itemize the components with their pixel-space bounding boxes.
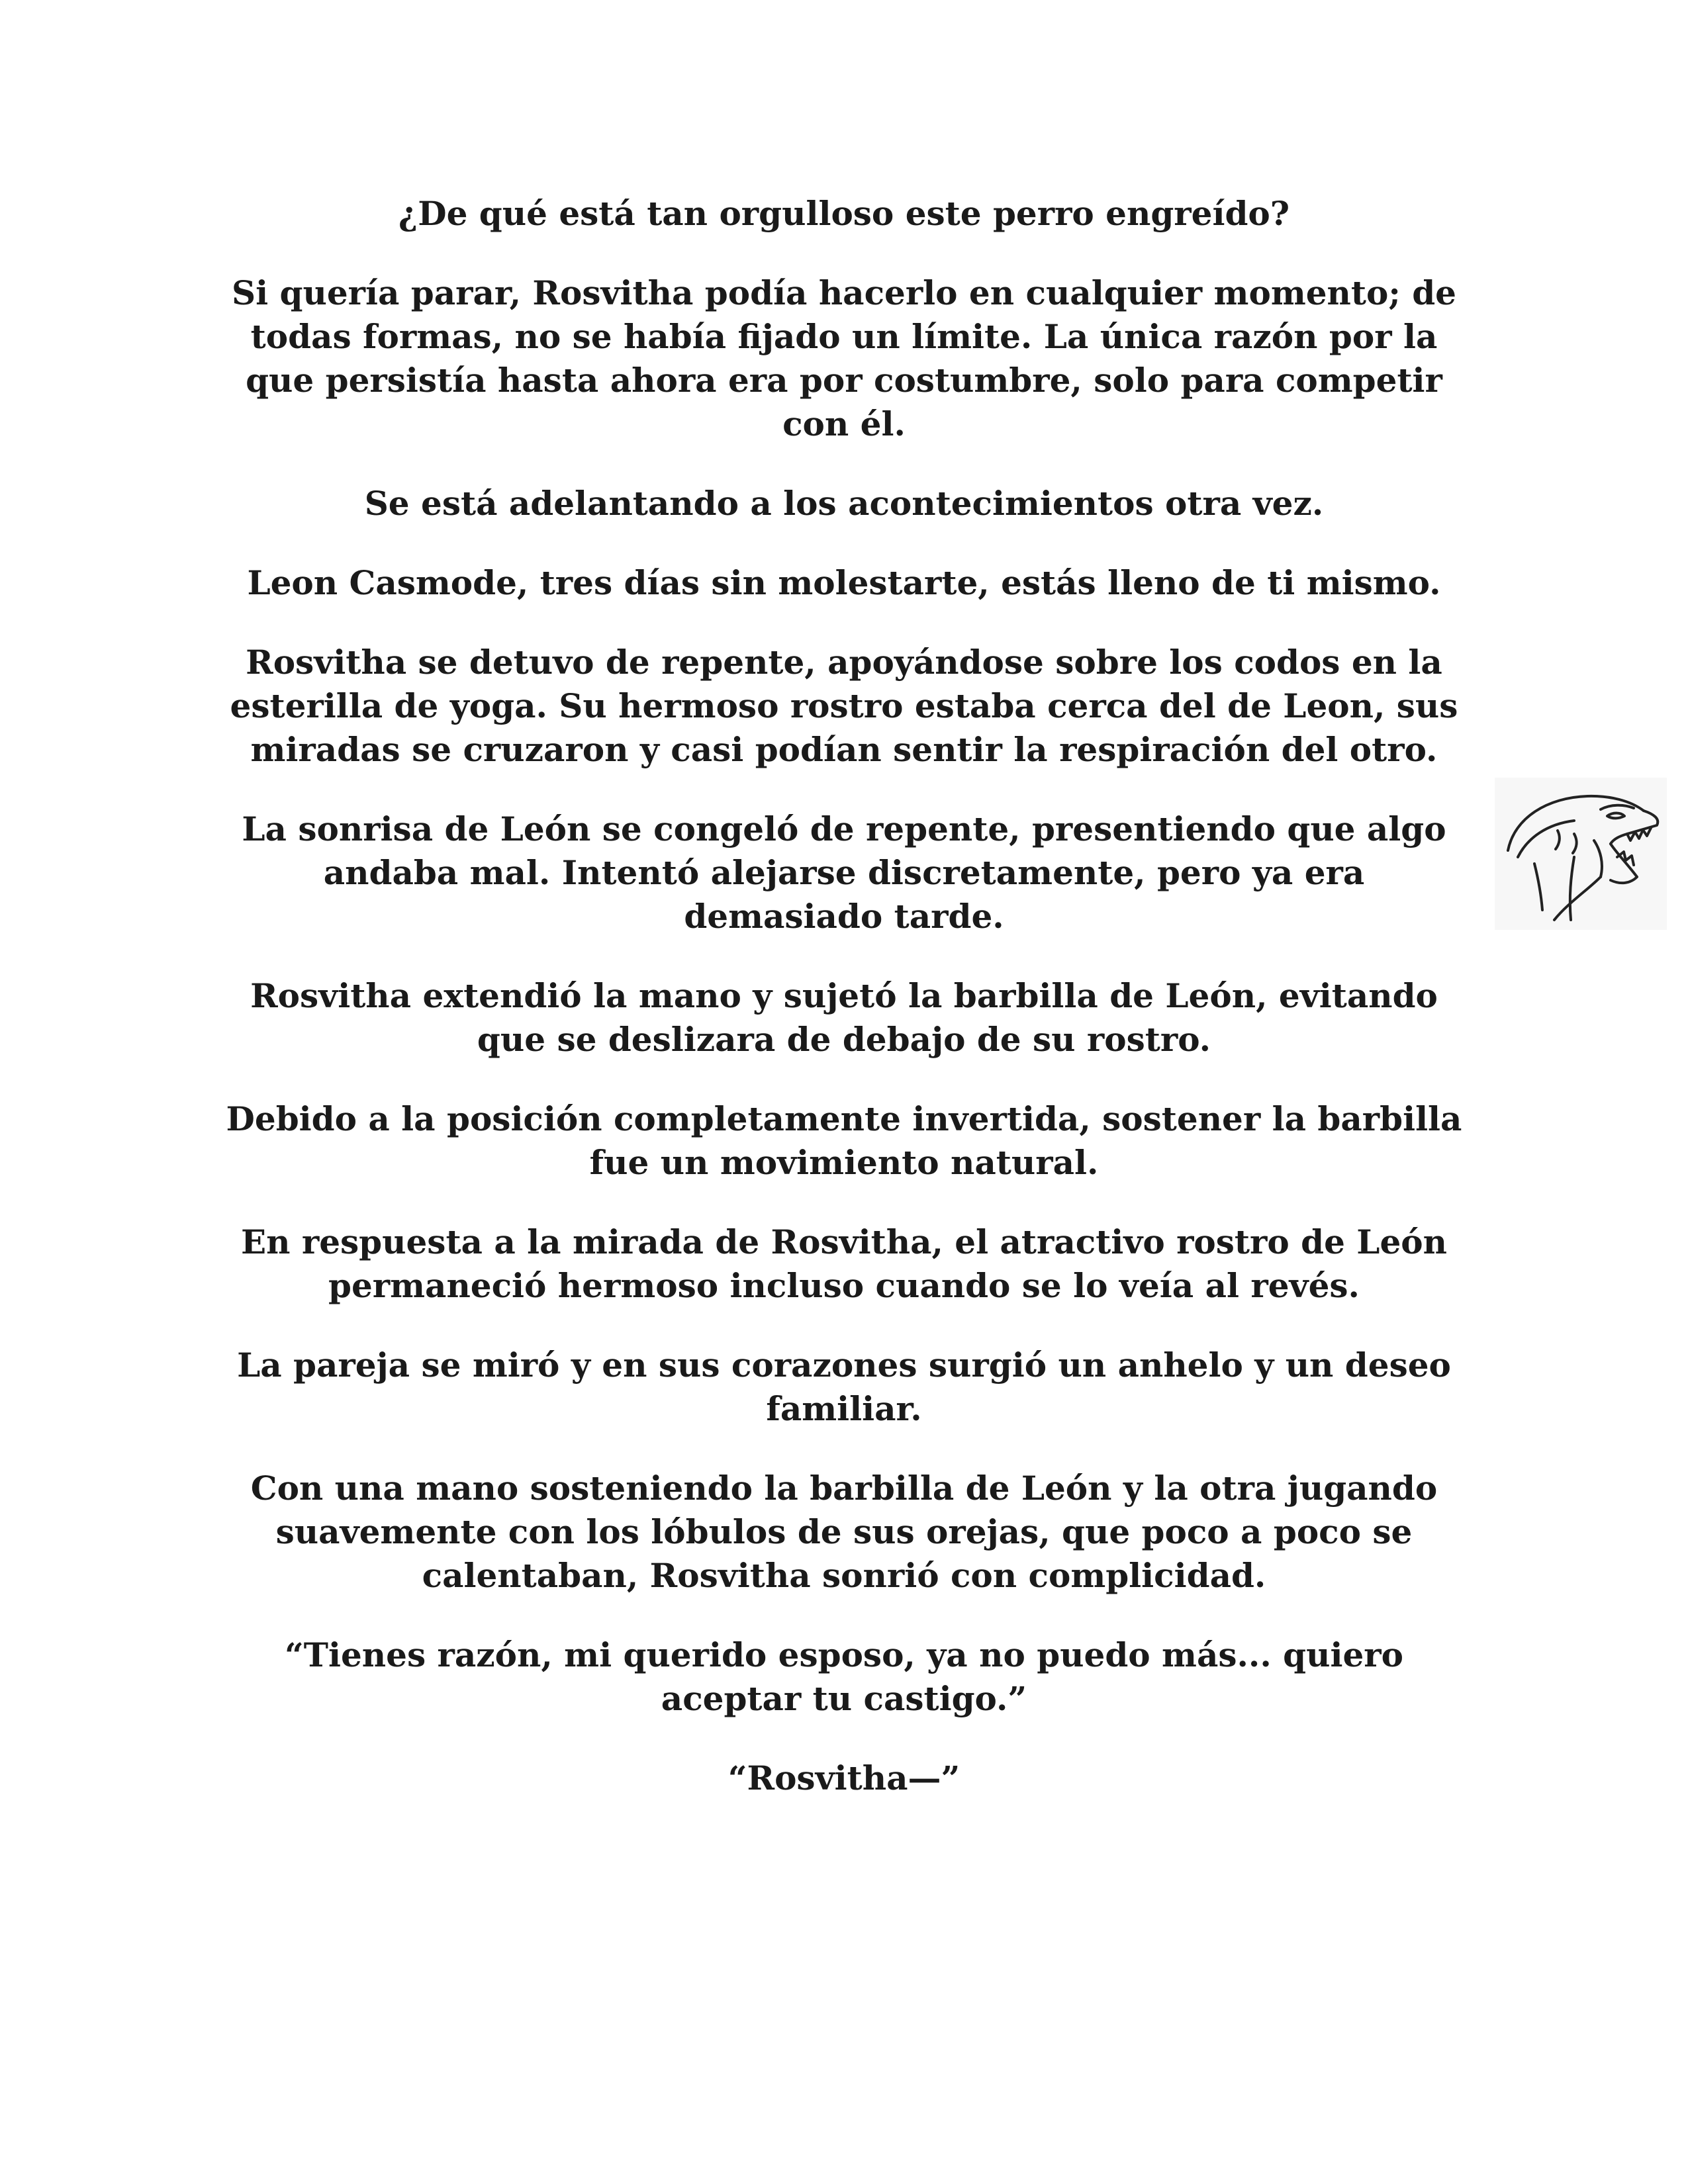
paragraph-13: “Rosvitha—”: [727, 1758, 961, 1797]
dragon-head-icon: [1495, 778, 1667, 930]
body-text: [225, 192, 1463, 1836]
paragraph-2: Si quería parar, Rosvitha podía hacerlo en cualquier momento; de todas formas, no se había fijado un límite. La única razón por la que persistía hasta ahora era por costumbre, solo para competir con él.: [232, 273, 1456, 443]
paragraph-1: ¿De qué está tan orgulloso este perro engreído?: [398, 194, 1290, 233]
paragraph-5: Rosvitha se detuvo de repente, apoyándose sobre los codos en la esterilla de yoga. Su hermoso rostro estaba cerca del de Leon, sus miradas se cruzaron y casi podían sentir la respiración del otro.: [230, 643, 1458, 769]
paragraph-4: Leon Casmode, tres días sin molestarte, estás lleno de ti mismo.: [247, 563, 1441, 602]
paragraph-6: La sonrisa de León se congeló de repente, presentiendo que algo andaba mal. Intentó alejarse discretamente, pero ya era demasiado tarde.: [242, 809, 1446, 936]
paragraph-11: Con una mano sosteniendo la barbilla de León y la otra jugando suavemente con los lóbulos de sus orejas, que poco a poco se calentaban, Rosvitha sonrió con complicidad.: [250, 1469, 1438, 1595]
paragraph-12: “Tienes razón, mi querido esposo, ya no puedo más... quiero aceptar tu castigo.”: [285, 1635, 1403, 1718]
paragraph-8: Debido a la posición completamente invertida, sostener la barbilla fue un movimiento natural.: [226, 1099, 1462, 1182]
paragraph-9: En respuesta a la mirada de Rosvitha, el atractivo rostro de León permaneció hermoso incluso cuando se lo veía al revés.: [241, 1222, 1447, 1305]
paragraph-10: La pareja se miró y en sus corazones surgió un anhelo y un deseo familiar.: [237, 1345, 1451, 1428]
paragraph-3: Se está adelantando a los acontecimientos otra vez.: [364, 484, 1324, 523]
paragraph-7: Rosvitha extendió la mano y sujetó la barbilla de León, evitando que se deslizara de debajo de su rostro.: [250, 976, 1438, 1059]
